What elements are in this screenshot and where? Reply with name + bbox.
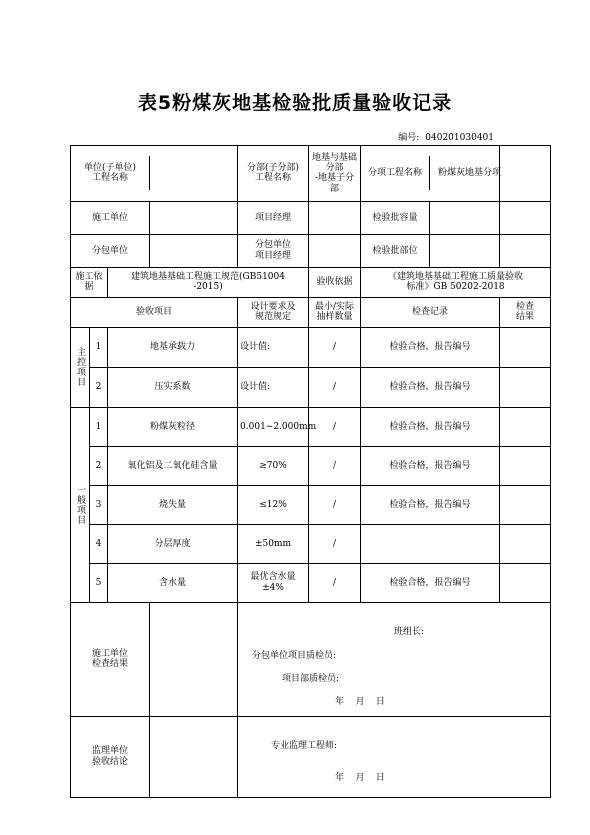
sub-inspector-label: 分包单位项目质检员: bbox=[252, 650, 337, 661]
item-record: 检验合格，报告编号 bbox=[361, 446, 500, 485]
item-design: ≤12% bbox=[238, 485, 309, 524]
item-record: 检验合格，报告编号 bbox=[361, 327, 500, 367]
item-name: 含水量 bbox=[108, 563, 238, 602]
item-record: 检验合格，报告编号 bbox=[361, 563, 500, 602]
col-record-header: 检查记录 bbox=[361, 297, 500, 327]
item-design: 0.001~2.000mm bbox=[238, 407, 309, 446]
table-row bbox=[71, 563, 551, 602]
table-row bbox=[71, 367, 551, 407]
item-name: 氧化铝及二氧化硅含量 bbox=[108, 446, 238, 485]
capacity-label: 检验批容量 bbox=[361, 202, 430, 234]
supervision-engineer-label: 专业监理工程师: bbox=[271, 740, 338, 751]
item-no: 2 bbox=[90, 367, 108, 407]
item-result[interactable] bbox=[500, 327, 551, 367]
item-no: 3 bbox=[90, 485, 108, 524]
constructor-value[interactable] bbox=[150, 202, 238, 234]
capacity-value[interactable] bbox=[430, 202, 500, 234]
item-project-value: 粉煤灰地基分项 bbox=[438, 168, 502, 179]
construction-check-label: 施工单位 检查结果 bbox=[71, 603, 150, 716]
item-design: 设计值: bbox=[238, 367, 309, 407]
col-sample-header: 最小/实际 抽样数量 bbox=[309, 297, 361, 327]
item-name: 烧失量 bbox=[108, 485, 238, 524]
col-design-header: 设计要求及 规范规定 bbox=[238, 297, 309, 327]
item-project-label: 分项工程名称 bbox=[361, 156, 430, 190]
item-sample: / bbox=[309, 446, 361, 485]
col-item-header: 验收项目 bbox=[71, 297, 238, 327]
item-result[interactable] bbox=[500, 563, 551, 602]
item-result[interactable] bbox=[500, 407, 551, 446]
item-no: 2 bbox=[90, 446, 108, 485]
item-result[interactable] bbox=[500, 485, 551, 524]
item-sample: / bbox=[309, 407, 361, 446]
sub-project-value: 地基与基础分部 -地基子分部 bbox=[309, 146, 361, 202]
item-name: 地基承载力 bbox=[108, 327, 238, 367]
project-manager-label: 项目经理 bbox=[238, 201, 309, 234]
item-design: 最优含水量±4% bbox=[238, 563, 309, 602]
item-no: 1 bbox=[90, 327, 108, 367]
item-design: ±50mm bbox=[238, 524, 309, 563]
item-no: 4 bbox=[90, 524, 108, 563]
doc-no-label: 编号: bbox=[398, 133, 420, 143]
item-sample: / bbox=[309, 524, 361, 563]
item-sample: / bbox=[309, 563, 361, 602]
item-result[interactable] bbox=[500, 524, 551, 563]
sub-pm-value[interactable] bbox=[309, 234, 361, 267]
unit-project-value[interactable] bbox=[150, 156, 238, 190]
unit-project-label: 单位(子单位) 工程名称 bbox=[71, 156, 150, 190]
sub-project-label: 分部(子分部) 工程名称 bbox=[247, 163, 300, 184]
construction-date: 年 月 日 bbox=[335, 696, 385, 707]
table-row bbox=[71, 485, 551, 524]
item-no: 5 bbox=[90, 563, 108, 602]
supervision-date: 年 月 日 bbox=[335, 772, 385, 783]
page-title: 表5粉煤灰地基检验批质量验收记录 bbox=[137, 92, 453, 114]
project-inspector-label: 项目部质检员: bbox=[282, 673, 340, 684]
constructor-label: 施工单位 bbox=[71, 202, 150, 234]
sub-pm-label: 分包单位 项目经理 bbox=[238, 234, 309, 267]
item-sample: / bbox=[309, 327, 361, 367]
item-name: 分层厚度 bbox=[108, 524, 238, 563]
col-result-header: 检查 结果 bbox=[500, 297, 551, 327]
item-sample: / bbox=[309, 485, 361, 524]
location-value[interactable] bbox=[430, 235, 500, 267]
document-number bbox=[392, 130, 494, 143]
subcontractor-label: 分包单位 bbox=[71, 235, 150, 267]
item-result[interactable] bbox=[500, 446, 551, 485]
item-design: ≥70% bbox=[238, 446, 309, 485]
doc-no-value: 040201030401 bbox=[425, 133, 494, 143]
basis-label: 施工依据 bbox=[71, 267, 108, 297]
item-name: 粉煤灰粒径 bbox=[108, 407, 238, 446]
inspection-form bbox=[70, 145, 551, 798]
accept-basis-label: 验收依据 bbox=[309, 267, 361, 297]
item-design: 设计值: bbox=[238, 327, 309, 367]
item-record: 检验合格，报告编号 bbox=[361, 367, 500, 407]
subcontractor-value[interactable] bbox=[150, 235, 238, 267]
item-record: 检验合格，报告编号 bbox=[361, 407, 500, 446]
project-manager-value[interactable] bbox=[309, 201, 361, 234]
item-no: 1 bbox=[90, 407, 108, 446]
basis-value: 建筑地基基础工程施工规范(GB51004 -2015) bbox=[108, 267, 309, 297]
location-label: 检验批部位 bbox=[361, 235, 430, 267]
supervision-label: 监理单位 验收结论 bbox=[71, 717, 150, 797]
general-group-label: 一般项目 bbox=[75, 484, 86, 525]
team-leader-label: 班组长: bbox=[394, 626, 425, 637]
table-row bbox=[71, 524, 551, 563]
accept-basis-value: 《建筑地基基础工程施工质量验收 标准》GB 50202-2018 bbox=[361, 267, 551, 297]
table-row bbox=[71, 327, 551, 367]
item-record: 检验合格，报告编号 bbox=[361, 485, 500, 524]
main-group-label: 主控项目 bbox=[75, 347, 86, 388]
item-sample: / bbox=[309, 367, 361, 407]
item-result[interactable] bbox=[500, 367, 551, 407]
item-record bbox=[361, 524, 500, 563]
table-row bbox=[71, 446, 551, 485]
item-name: 压实系数 bbox=[108, 367, 238, 407]
table-row bbox=[71, 407, 551, 446]
